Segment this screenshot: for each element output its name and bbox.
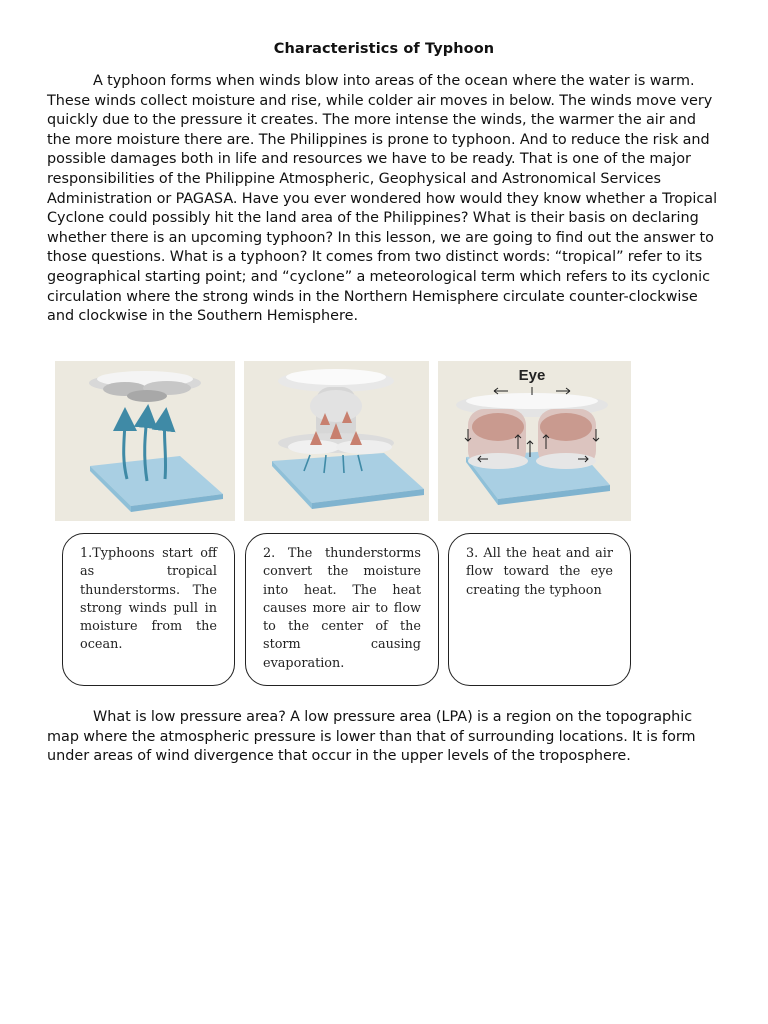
storm-cloud <box>89 371 201 402</box>
stage2-illustration <box>244 361 429 521</box>
stage3-illustration <box>438 361 631 521</box>
intro-paragraph: A typhoon forms when winds blow into areas of the ocean where the water is warm. These winds collect moisture and rise, while colder air moves in below. The winds move very quickly due to the pressure it creates. The more intense the winds, the warmer the air and the more moisture there are. The Philippines is prone to typhoon. And to reduce the risk and possible damages both in life and resources we have to be ready. That is one of the major responsibilities of the Philippine Atmospheric, Geophysical and Astronomical Services Administration or PAGASA. Have you ever wondered how would they know whether a Tropical Cyclone could possibly hit the land area of the Philippines? What is their basis on declaring whether there is an upcoming typhoon? In this lesson, we are going to find out the answer to those questions. What is a typhoon? It comes from two distinct words: “tropical” refer to its geographical starting point; and “cyclone” a meteorological term which refers to its cyclonic circulation where the strong winds in the Northern Hemisphere circulate counter-clockwise and clockwise in the Southern Hemisphere. <box>47 73 718 325</box>
stage2-caption: 2. The thunderstorms convert the moisture into heat. The heat causes more air to flow to the center of the storm causing evaporation. <box>245 533 439 686</box>
page-title: Characteristics of Typhoon <box>273 41 495 57</box>
stage1-illustration <box>55 361 235 521</box>
lpa-paragraph: What is low pressure area? A low pressure area (LPA) is a region on the topographic map where the atmospheric pressure is lower than that of surrounding locations. It is form under areas of wind divergence that occur in the upper levels of the troposphere. <box>47 709 696 765</box>
thunderstorm-cloud <box>278 369 394 454</box>
stage1-caption: 1.Typhoons start off as tropical thunderstorms. The strong winds pull in moisture from the ocean. <box>62 533 235 686</box>
eye-label: Eye <box>518 367 546 384</box>
stage3-caption: 3. All the heat and air flow toward the eye creating the typhoon <box>448 533 631 686</box>
